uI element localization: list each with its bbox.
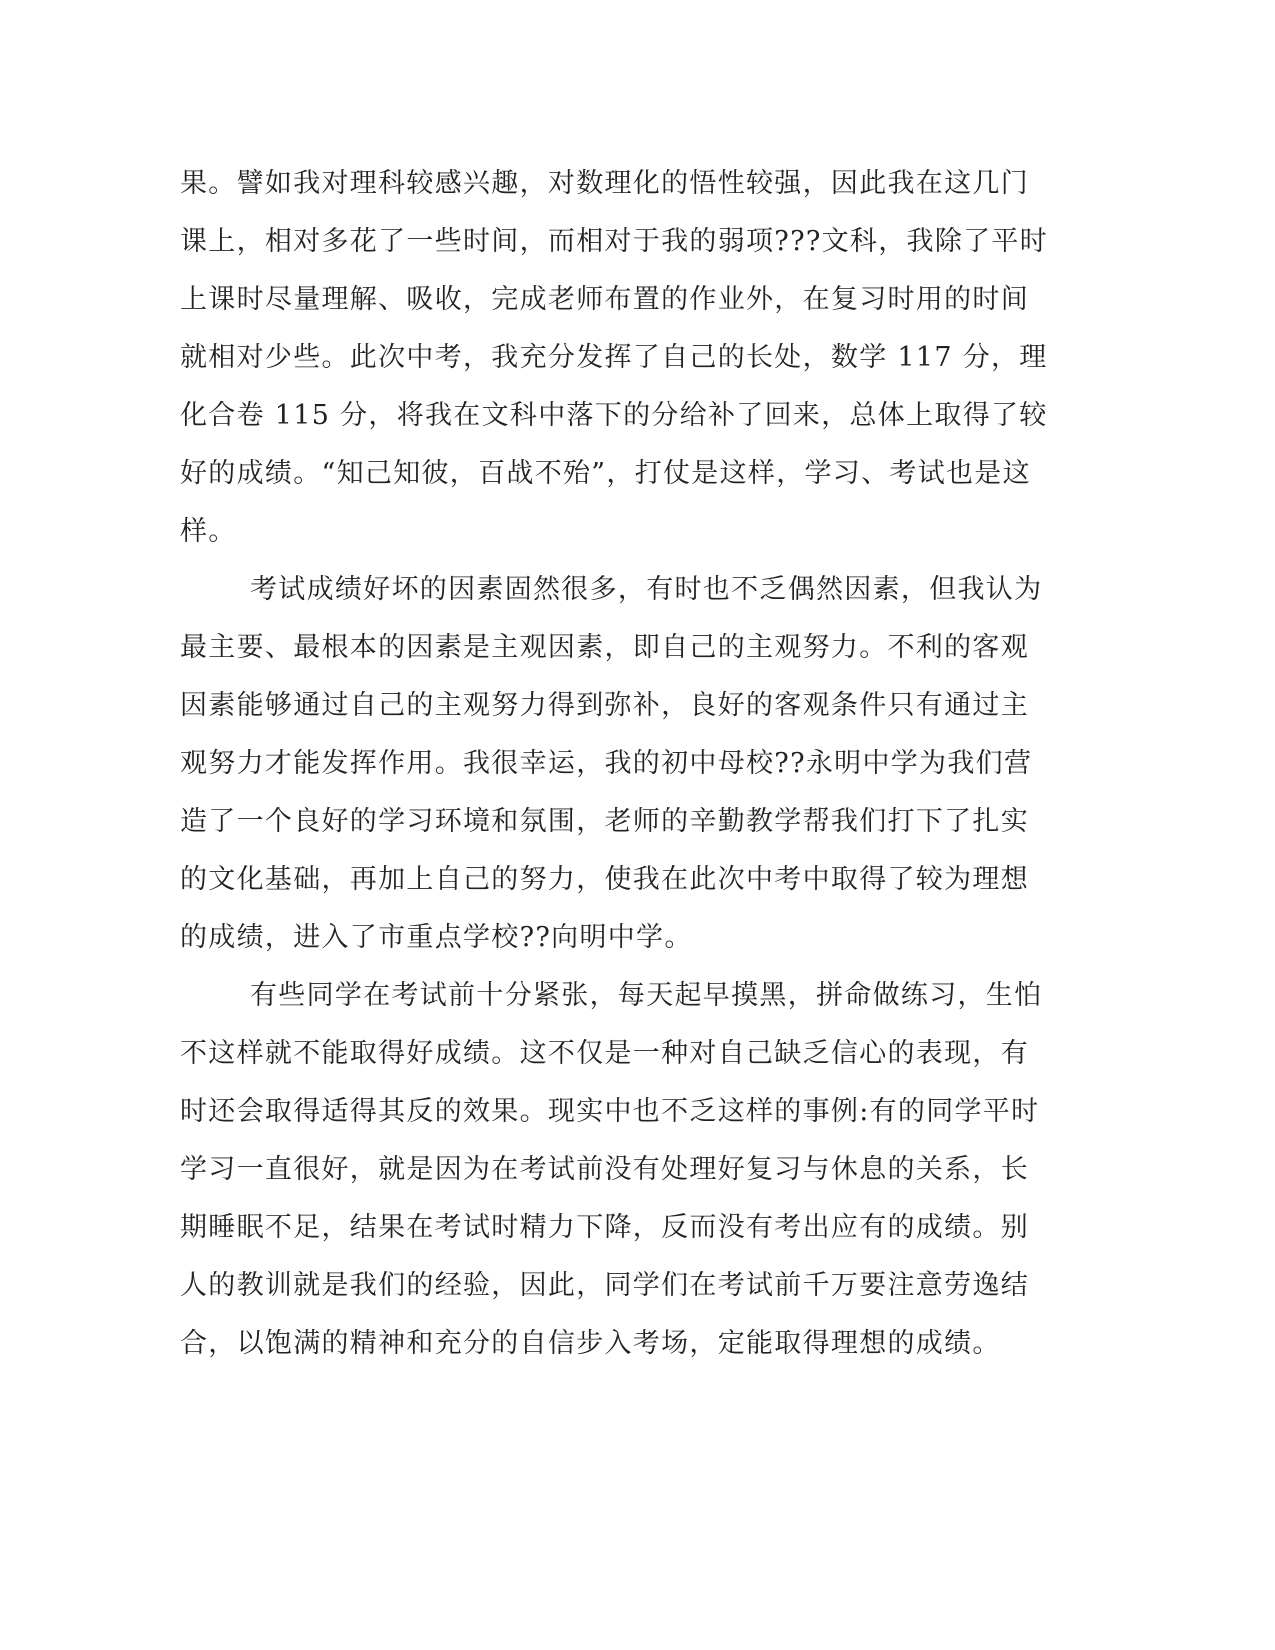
text-line: 最主要、最根本的因素是主观因素，即自己的主观努力。不利的客观 [180,632,1029,663]
text-line: 时还会取得适得其反的效果。现实中也不乏这样的事例:有的同学平时 [180,1096,1040,1127]
text-line: 课上，相对多花了一些时间，而相对于我的弱项???文科，我除了平时 [180,226,1049,257]
text-line: 造了一个良好的学习环境和氛围，老师的辛勤教学帮我们打下了扎实 [180,806,1029,837]
text-line: 不这样就不能取得好成绩。这不仅是一种对自己缺乏信心的表现，有 [180,1038,1029,1069]
text-line: 合，以饱满的精神和充分的自信步入考场，定能取得理想的成绩。 [180,1328,1001,1359]
text-line: 学习一直很好，就是因为在考试前没有处理好复习与休息的关系，长 [180,1154,1029,1185]
paragraph-1 [180,155,1049,561]
text-line: 就相对少些。此次中考，我充分发挥了自己的长处，数学 117 分，理 [180,342,1048,373]
text-line: 化合卷 115 分，将我在文科中落下的分给补了回来，总体上取得了较 [180,400,1048,431]
text-line: 人的教训就是我们的经验，因此，同学们在考试前千万要注意劳逸结 [180,1270,1029,1301]
text-line: 的文化基础，再加上自己的努力，使我在此次中考中取得了较为理想 [180,864,1029,895]
text-line: 考试成绩好坏的因素固然很多，有时也不乏偶然因素，但我认为 [250,574,1043,605]
text-line: 果。譬如我对理科较感兴趣，对数理化的悟性较强，因此我在这几门 [180,168,1029,199]
text-line: 有些同学在考试前十分紧张，每天起早摸黑，拼命做练习，生怕 [250,980,1043,1011]
text-line: 因素能够通过自己的主观努力得到弥补，良好的客观条件只有通过主 [180,690,1029,721]
text-line: 上课时尽量理解、吸收，完成老师布置的作业外，在复习时用的时间 [180,284,1029,315]
text-line: 好的成绩。“知己知彼，百战不殆”，打仗是这样，学习、考试也是这 [180,458,1031,489]
text-line: 的成绩，进入了市重点学校??向明中学。 [180,922,693,953]
paragraph-2 [180,561,1043,967]
text-line: 样。 [180,516,237,547]
document-body [180,155,1049,1373]
paragraph-3 [180,967,1043,1373]
text-line: 期睡眠不足，结果在考试时精力下降，反而没有考出应有的成绩。别 [180,1212,1029,1243]
text-line: 观努力才能发挥作用。我很幸运，我的初中母校??永明中学为我们营 [180,748,1033,779]
